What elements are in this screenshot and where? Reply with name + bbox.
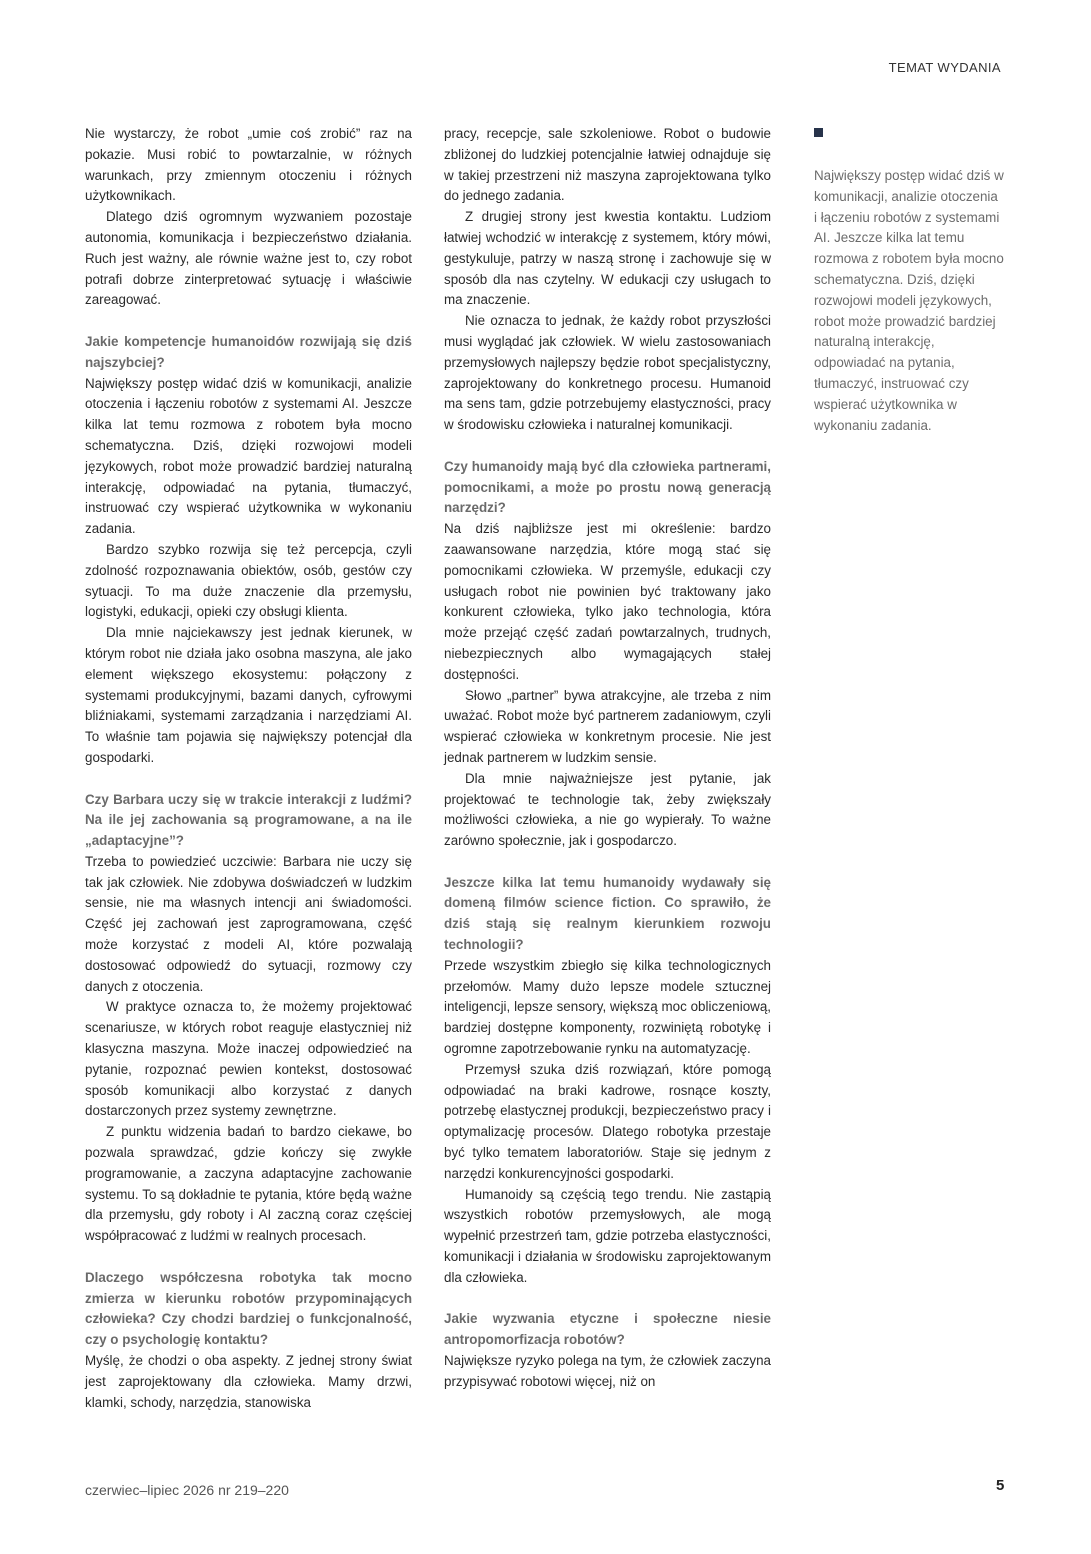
paragraph: Z punktu widzenia badań to bardzo ciekawe, bo pozwala sprawdzać, gdzie kończy się zwykłe programowanie, a zaczyna adaptacyjne zachowanie systemu. To są dokładnie te pytania, które będą ważne dla przemysłu, gdy roboty i AI zaczną coraz częściej współpracować z ludźmi w realnych procesach.: [85, 1124, 412, 1244]
interview-question: Czy Barbara uczy się w trakcie interakcji z ludźmi? Na ile jej zachowania są programowane, a na ile „adaptacyjne”?: [85, 791, 412, 849]
sidebar-pull-quote: [814, 128, 1004, 436]
pull-quote-text: Największy postęp widać dziś w komunikacji, analizie otoczenia i łączeniu robotów z systemami AI. Jeszcze kilka lat temu rozmowa z robotem była mocno schematyczna. Dziś, dzięki rozwojowi modeli językowych, robot może prowadzić bardziej naturalną interakcję, odpowiadać na pytania, tłumaczyć, instruować czy wspierać użytkownika w wykonaniu zadania.: [814, 168, 1004, 433]
paragraph: Nie wystarczy, że robot „umie coś zrobić” raz na pokazie. Musi robić to powtarzalnie, w różnych warunkach, przy zmiennym otoczeniu i różnych użytkownikach.: [85, 126, 412, 204]
interview-question: Jakie wyzwania etyczne i społeczne niesie antropomorfizacja robotów?: [444, 1311, 771, 1348]
square-marker-icon: [814, 128, 823, 137]
paragraph: Słowo „partner” bywa atrakcyjne, ale trzeba z nim uważać. Robot może być partnerem zadaniowym, czyli wspierać człowieka w konkretnym procesie. Nie jest jednak partnerem w ludzkim sensie.: [444, 687, 771, 765]
issue-info: czerwiec–lipiec 2026 nr 219–220: [85, 1482, 289, 1498]
paragraph: Bardzo szybko rozwija się też percepcja, czyli zdolność rozpoznawania obiektów, osób, gestów czy sytuacji. To ma duże znaczenie dla przemysłu, logistyki, edukacji, opieki czy obsługi klienta.: [85, 541, 412, 620]
article-column-middle: [444, 124, 771, 1393]
article-column-left: [85, 124, 412, 1413]
paragraph: Trzeba to powiedzieć uczciwie: Barbara nie uczy się tak jak człowiek. Nie zdobywa doświadczeń w ludzkim sensie, nie ma własnych intencji ani świadomości. Część jej zachowań jest zaprogramowana, część może korzystać z modeli AI, które pozwalają dostosować odpowiedź do sytuacji, rozmowy czy danych z otoczenia.: [85, 853, 412, 994]
paragraph: Humanoidy są częścią tego trendu. Nie zastąpią wszystkich robotów przemysłowych, ale mogą wypełnić przestrzeń tam, gdzie potrzeba elastyczności, komunikacji i działania w środowisku zaprojektowanym dla człowieka.: [444, 1186, 771, 1285]
paragraph: Dlatego dziś ogromnym wyzwaniem pozostaje autonomia, komunikacja i bezpieczeństwo działania. Ruch jest ważny, ale równie ważne jest to, czy robot potrafi dobrze zinterpretować sytuację i właściwie zareagować.: [85, 209, 412, 308]
paragraph: Z drugiej strony jest kwestia kontaktu. Ludziom łatwiej wchodzić w interakcję z systemem, który mówi, gestykuluje, patrzy w naszą stronę i zachowuje się w sposób dla nas czytelny. W edukacji czy usługach to ma znaczenie.: [444, 209, 771, 308]
interview-question: Dlaczego współczesna robotyka tak mocno zmierza w kierunku robotów przypominających człowieka? Czy chodzi bardziej o funkcjonalność, czy o psychologię kontaktu?: [85, 1269, 412, 1348]
page-number: 5: [996, 1477, 1005, 1494]
paragraph: Nie oznacza to jednak, że każdy robot przyszłości musi wyglądać jak człowiek. W wielu zastosowaniach przemysłowych najlepszy będzie robot specjalistyczny, zaprojektowany do konkretnego procesu. Humanoid ma sens tam, gdzie potrzebujemy elastyczności, pracy w środowisku człowieka i naturalnej komunikacji.: [444, 313, 771, 433]
paragraph: Dla mnie najważniejsze jest pytanie, jak projektować te technologie tak, żeby zwiększały możliwości człowieka, a nie go wypierały. To ważne zarówno społecznie, jak i gospodarczo.: [444, 770, 771, 849]
interview-question: Czy humanoidy mają być dla człowieka partnerami, pomocnikami, a może po prostu nową generacją narzędzi?: [444, 458, 771, 516]
paragraph: Myślę, że chodzi o oba aspekty. Z jednej strony świat jest zaprojektowany dla człowieka. Mamy drzwi, klamki, schody, narzędzia, stanowiska: [85, 1353, 412, 1410]
paragraph: Przemysł szuka dziś rozwiązań, które pomogą odpowiadać na braki kadrowe, rosnące koszty, potrzebę elastycznej produkcji, bezpieczeństwo pracy i optymalizację procesów. Dlatego robotyka przestaje być tylko tematem laboratoriów. Staje się jednym z narzędzi konkurencyjności gospodarki.: [444, 1061, 771, 1181]
section-header: TEMAT WYDANIA: [888, 60, 1001, 75]
paragraph: Największy postęp widać dziś w komunikacji, analizie otoczenia i łączeniu robotów z systemami AI. Jeszcze kilka lat temu rozmowa z robotem była mocno schematyczna. Dziś, dzięki rozwojowi modeli językowych, robot może prowadzić bardziej naturalną interakcję, odpowiadać na pytania, tłumaczyć, instruować czy wspierać użytkownika w wykonaniu zadania.: [85, 375, 412, 537]
paragraph: pracy, recepcje, sale szkoleniowe. Robot o budowie zbliżonej do ludzkiej potencjalnie łatwiej odnajduje się w takiej przestrzeni niż maszyna zaprojektowana tylko do jednego zadania.: [444, 126, 771, 204]
paragraph: Przede wszystkim zbiegło się kilka technologicznych przełomów. Mamy dużo lepsze modele sztucznej inteligencji, lepsze sensory, większą moc obliczeniową, bardziej dostępne komponenty, rozwiniętą robotykę i ogromne zapotrzebowanie rynku na automatyzację.: [444, 957, 771, 1057]
paragraph: Największe ryzyko polega na tym, że człowiek zaczyna przypisywać robotowi więcej, niż on: [444, 1353, 771, 1389]
paragraph: W praktyce oznacza to, że możemy projektować scenariusze, w których robot reaguje elastyczniej niż klasyczna maszyna. Może inaczej odpowiedzieć na pytanie, rozpoznać pewien kontekst, dostosować sposób komunikacji albo korzystać z danych dostarczonych przez systemy zewnętrzne.: [85, 999, 412, 1119]
interview-question: Jakie kompetencje humanoidów rozwijają się dziś najszybciej?: [85, 333, 412, 370]
paragraph: Na dziś najbliższe jest mi określenie: bardzo zaawansowane narzędzia, które mogą stać się pomocnikami człowieka. W przemyśle, edukacji czy usługach robot nie powinien być traktowany jako konkurent człowieka, tylko jako technologia, która może przejąć część zadań powtarzalnych, trudnych, niebezpiecznych albo wymagających stałej dostępności.: [444, 521, 771, 682]
interview-question: Jeszcze kilka lat temu humanoidy wydawały się domeną filmów science fiction. Co sprawiło, że dziś stają się realnym kierunkiem rozwoju technologii?: [444, 874, 771, 953]
paragraph: Dla mnie najciekawszy jest jednak kierunek, w którym robot nie działa jako osobna maszyna, ale jako element większego ekosystemu: połączony z systemami produkcyjnymi, bazami danych, cyfrowymi bliźniakami, systemami zarządzania i narzędziami AI. To właśnie tam pojawia się największy potencjał dla gospodarki.: [85, 625, 412, 765]
